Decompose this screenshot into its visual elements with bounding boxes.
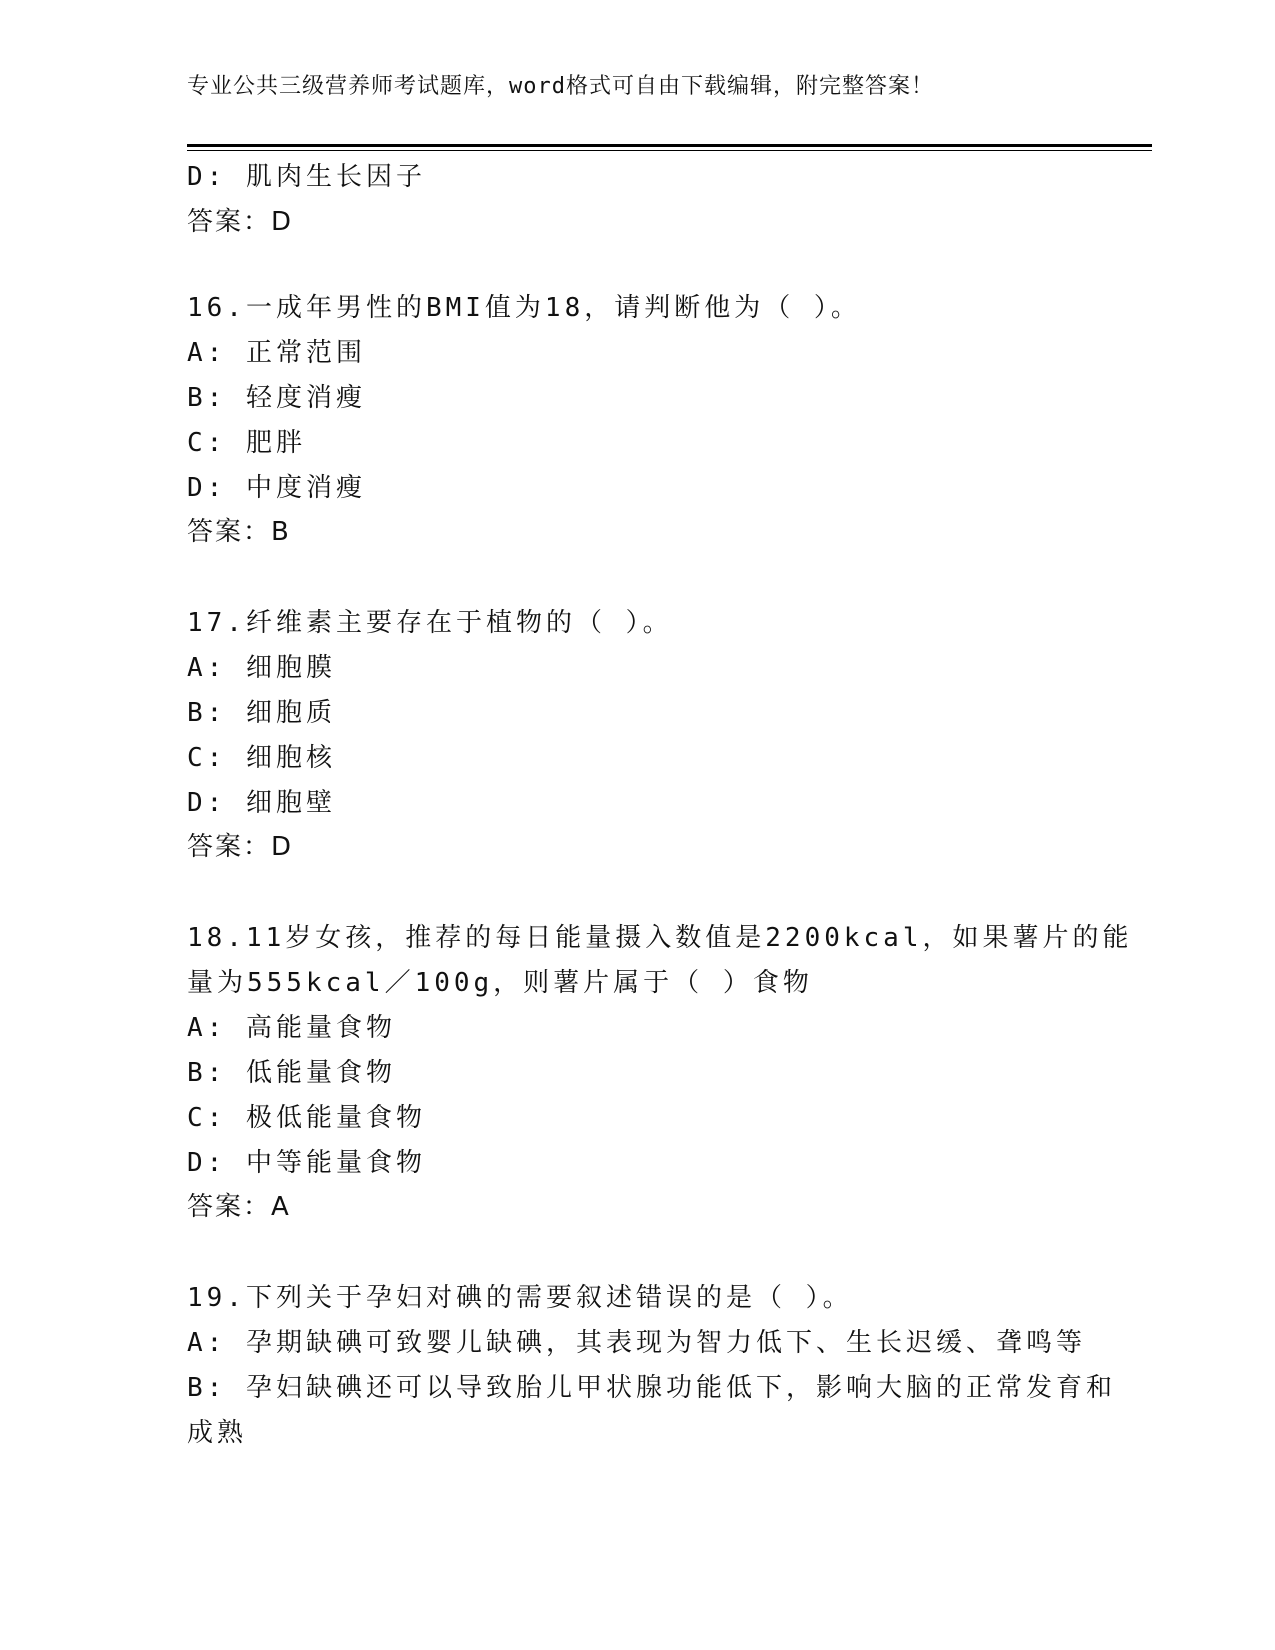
page-header: 专业公共三级营养师考试题库，word格式可自由下载编辑，附完整答案！ xyxy=(187,74,934,99)
option-a: A: 孕期缺碘可致婴儿缺碘，其表现为智力低下、生长迟缓、聋鸣等 xyxy=(187,1328,1086,1358)
option-a: A: 高能量食物 xyxy=(187,1013,396,1043)
answer: 答案：A xyxy=(187,1192,291,1222)
question-18-line-1: 18.11岁女孩，推荐的每日能量摄入数值是2200kcal，如果薯片的能 xyxy=(187,923,1133,953)
option-d: D: 中等能量食物 xyxy=(187,1148,426,1178)
option-c: C: 细胞核 xyxy=(187,743,336,773)
option-b-line-2: 成熟 xyxy=(187,1418,248,1448)
option-d: D: 肌肉生长因子 xyxy=(187,162,426,192)
option-d: D: 中度消瘦 xyxy=(187,473,366,503)
header-rule-thin xyxy=(187,150,1152,151)
option-a: A: 细胞膜 xyxy=(187,653,336,683)
option-b: B: 轻度消瘦 xyxy=(187,383,366,413)
option-d: D: 细胞壁 xyxy=(187,788,336,818)
question-16: 16.一成年男性的BMI值为18，请判断他为（ ）。 xyxy=(187,293,861,323)
option-b: B: 低能量食物 xyxy=(187,1058,396,1088)
option-c: C: 极低能量食物 xyxy=(187,1103,426,1133)
option-b-line-1: B: 孕妇缺碘还可以导致胎儿甲状腺功能低下，影响大脑的正常发育和 xyxy=(187,1373,1116,1403)
question-19: 19.下列关于孕妇对碘的需要叙述错误的是（ ）。 xyxy=(187,1283,853,1313)
answer: 答案：D xyxy=(187,207,294,237)
answer: 答案：B xyxy=(187,517,291,547)
option-c: C: 肥胖 xyxy=(187,428,306,458)
option-a: A: 正常范围 xyxy=(187,338,366,368)
option-b: B: 细胞质 xyxy=(187,698,336,728)
question-18-line-2: 量为555kcal／100g，则薯片属于（ ）食物 xyxy=(187,968,813,998)
question-17: 17.纤维素主要存在于植物的（ ）。 xyxy=(187,608,673,638)
header-rule-thick xyxy=(187,144,1152,147)
answer: 答案：D xyxy=(187,832,294,862)
